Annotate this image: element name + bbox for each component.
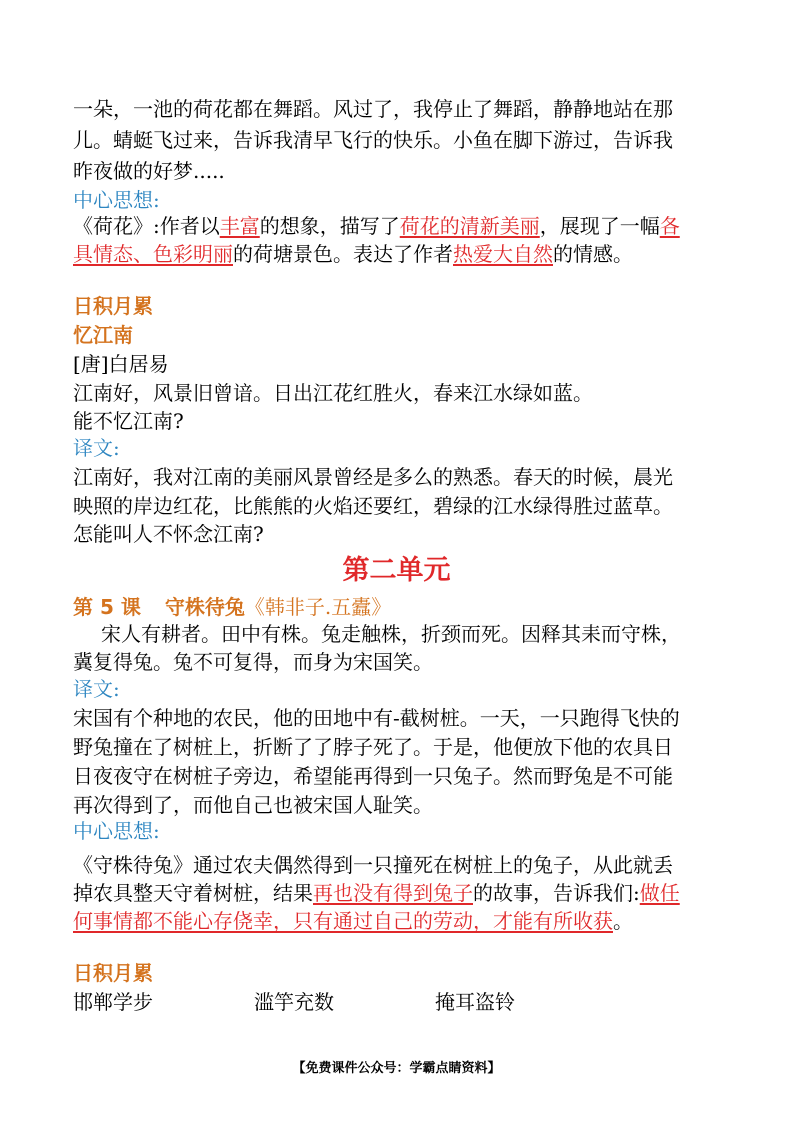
section-heading: 日积月累: [73, 294, 153, 318]
key-phrase: 荷花的清新美丽: [399, 214, 540, 238]
translation-line-1: 宋国有个种地的农民，他的田地中有-截树桩。一天，一只跑得飞快的: [73, 706, 680, 730]
center-idea-label: 中心思想:: [73, 819, 160, 843]
translation-line-3: 日夜夜守在树桩子旁边，希望能再得到一只兔子。然而野兔是不可能: [73, 764, 673, 788]
center-idea-line-3: [73, 907, 633, 935]
key-phrase: 丰富: [219, 214, 260, 238]
lesson-heading: [73, 593, 391, 621]
center-text: 《荷花》:作者以: [73, 214, 220, 238]
translation-line-4: 再次得到了，而他自己也被宋国人耻笑。: [73, 793, 433, 817]
center-text: 的情感。: [553, 242, 633, 266]
idiom-2: 滥竽充数: [254, 990, 334, 1014]
center-text: 。: [613, 909, 633, 933]
idiom-3: 掩耳盗铃: [435, 990, 515, 1014]
key-phrase: 具情态、色彩明丽: [73, 242, 233, 266]
poem-title: 忆江南: [73, 323, 133, 347]
poem-author: [唐]白居易: [73, 352, 169, 376]
prose-line-1: 一朵，一池的荷花都在舞蹈。风过了，我停止了舞蹈，静静地站在那: [73, 97, 673, 121]
center-idea-line-2: [73, 879, 680, 907]
center-text: 的想象，描写了: [259, 214, 400, 238]
poem-line-1: 江南好，风景旧曾谙。日出江花红胜火，春来江水绿如蓝。: [73, 381, 593, 405]
center-idea-line-1: [73, 212, 680, 240]
center-text: 的故事，告诉我们:: [473, 881, 640, 905]
center-text: 掉农具整天守着树桩，结果: [73, 881, 313, 905]
translation-line-3: 怎能叫人不怀念江南?: [73, 522, 264, 546]
lesson-source: 《韩非子.五蠹》: [244, 595, 392, 619]
center-idea-line-2: [73, 240, 633, 268]
poem-line-2: 能不忆江南?: [73, 409, 184, 433]
prose-line-3: 昨夜做的好梦.....: [73, 159, 225, 183]
key-phrase: 何事情都不能心存侥幸，只有通过自己的劳动，才能有所收获: [73, 909, 613, 933]
key-phrase: 再也没有得到兔子: [313, 881, 473, 905]
center-text: 的荷塘景色。表达了作者: [233, 242, 453, 266]
footer-note: 【免费课件公众号：学霸点睛资料】: [292, 1061, 501, 1076]
idiom-1: 邯郸学步: [73, 990, 153, 1014]
translation-line-1: 江南好，我对江南的美丽风景曾经是多么的熟悉。春天的时候，晨光: [73, 465, 673, 489]
lesson-number: 第 5 课: [73, 595, 141, 619]
key-phrase: 各: [659, 214, 680, 238]
translation-label: 译文:: [73, 436, 120, 460]
translation-line-2: 野兔撞在了树桩上，折断了了脖子死了。于是，他便放下他的农具日: [73, 735, 673, 759]
translation-line-2: 映照的岸边红花，比熊熊的火焰还要红，碧绿的江水绿得胜过蓝草。: [73, 494, 673, 518]
prose-line-2: 儿。蜻蜓飞过来，告诉我清早飞行的快乐。小鱼在脚下游过，告诉我: [73, 128, 673, 152]
classical-text-line-2: 冀复得兔。兔不可复得，而身为宋国笑。: [73, 650, 433, 674]
section-heading: 日积月累: [73, 961, 153, 985]
lesson-title: 守株待兔: [164, 595, 245, 619]
center-idea-line-1: 《守株待兔》通过农夫偶然得到一只撞死在树桩上的兔子，从此就丢: [73, 853, 673, 877]
classical-text-line-1: 宋人有耕者。田中有株。兔走触株，折颈而死。因释其耒而守株，: [101, 622, 681, 646]
key-phrase: 热爱大自然: [453, 242, 553, 266]
key-phrase: 做任: [639, 881, 680, 905]
unit-title: 第二单元: [342, 555, 451, 586]
translation-label: 译文:: [73, 677, 120, 701]
center-text: ，展现了一幅: [539, 214, 660, 238]
center-idea-label: 中心思想:: [73, 188, 160, 212]
